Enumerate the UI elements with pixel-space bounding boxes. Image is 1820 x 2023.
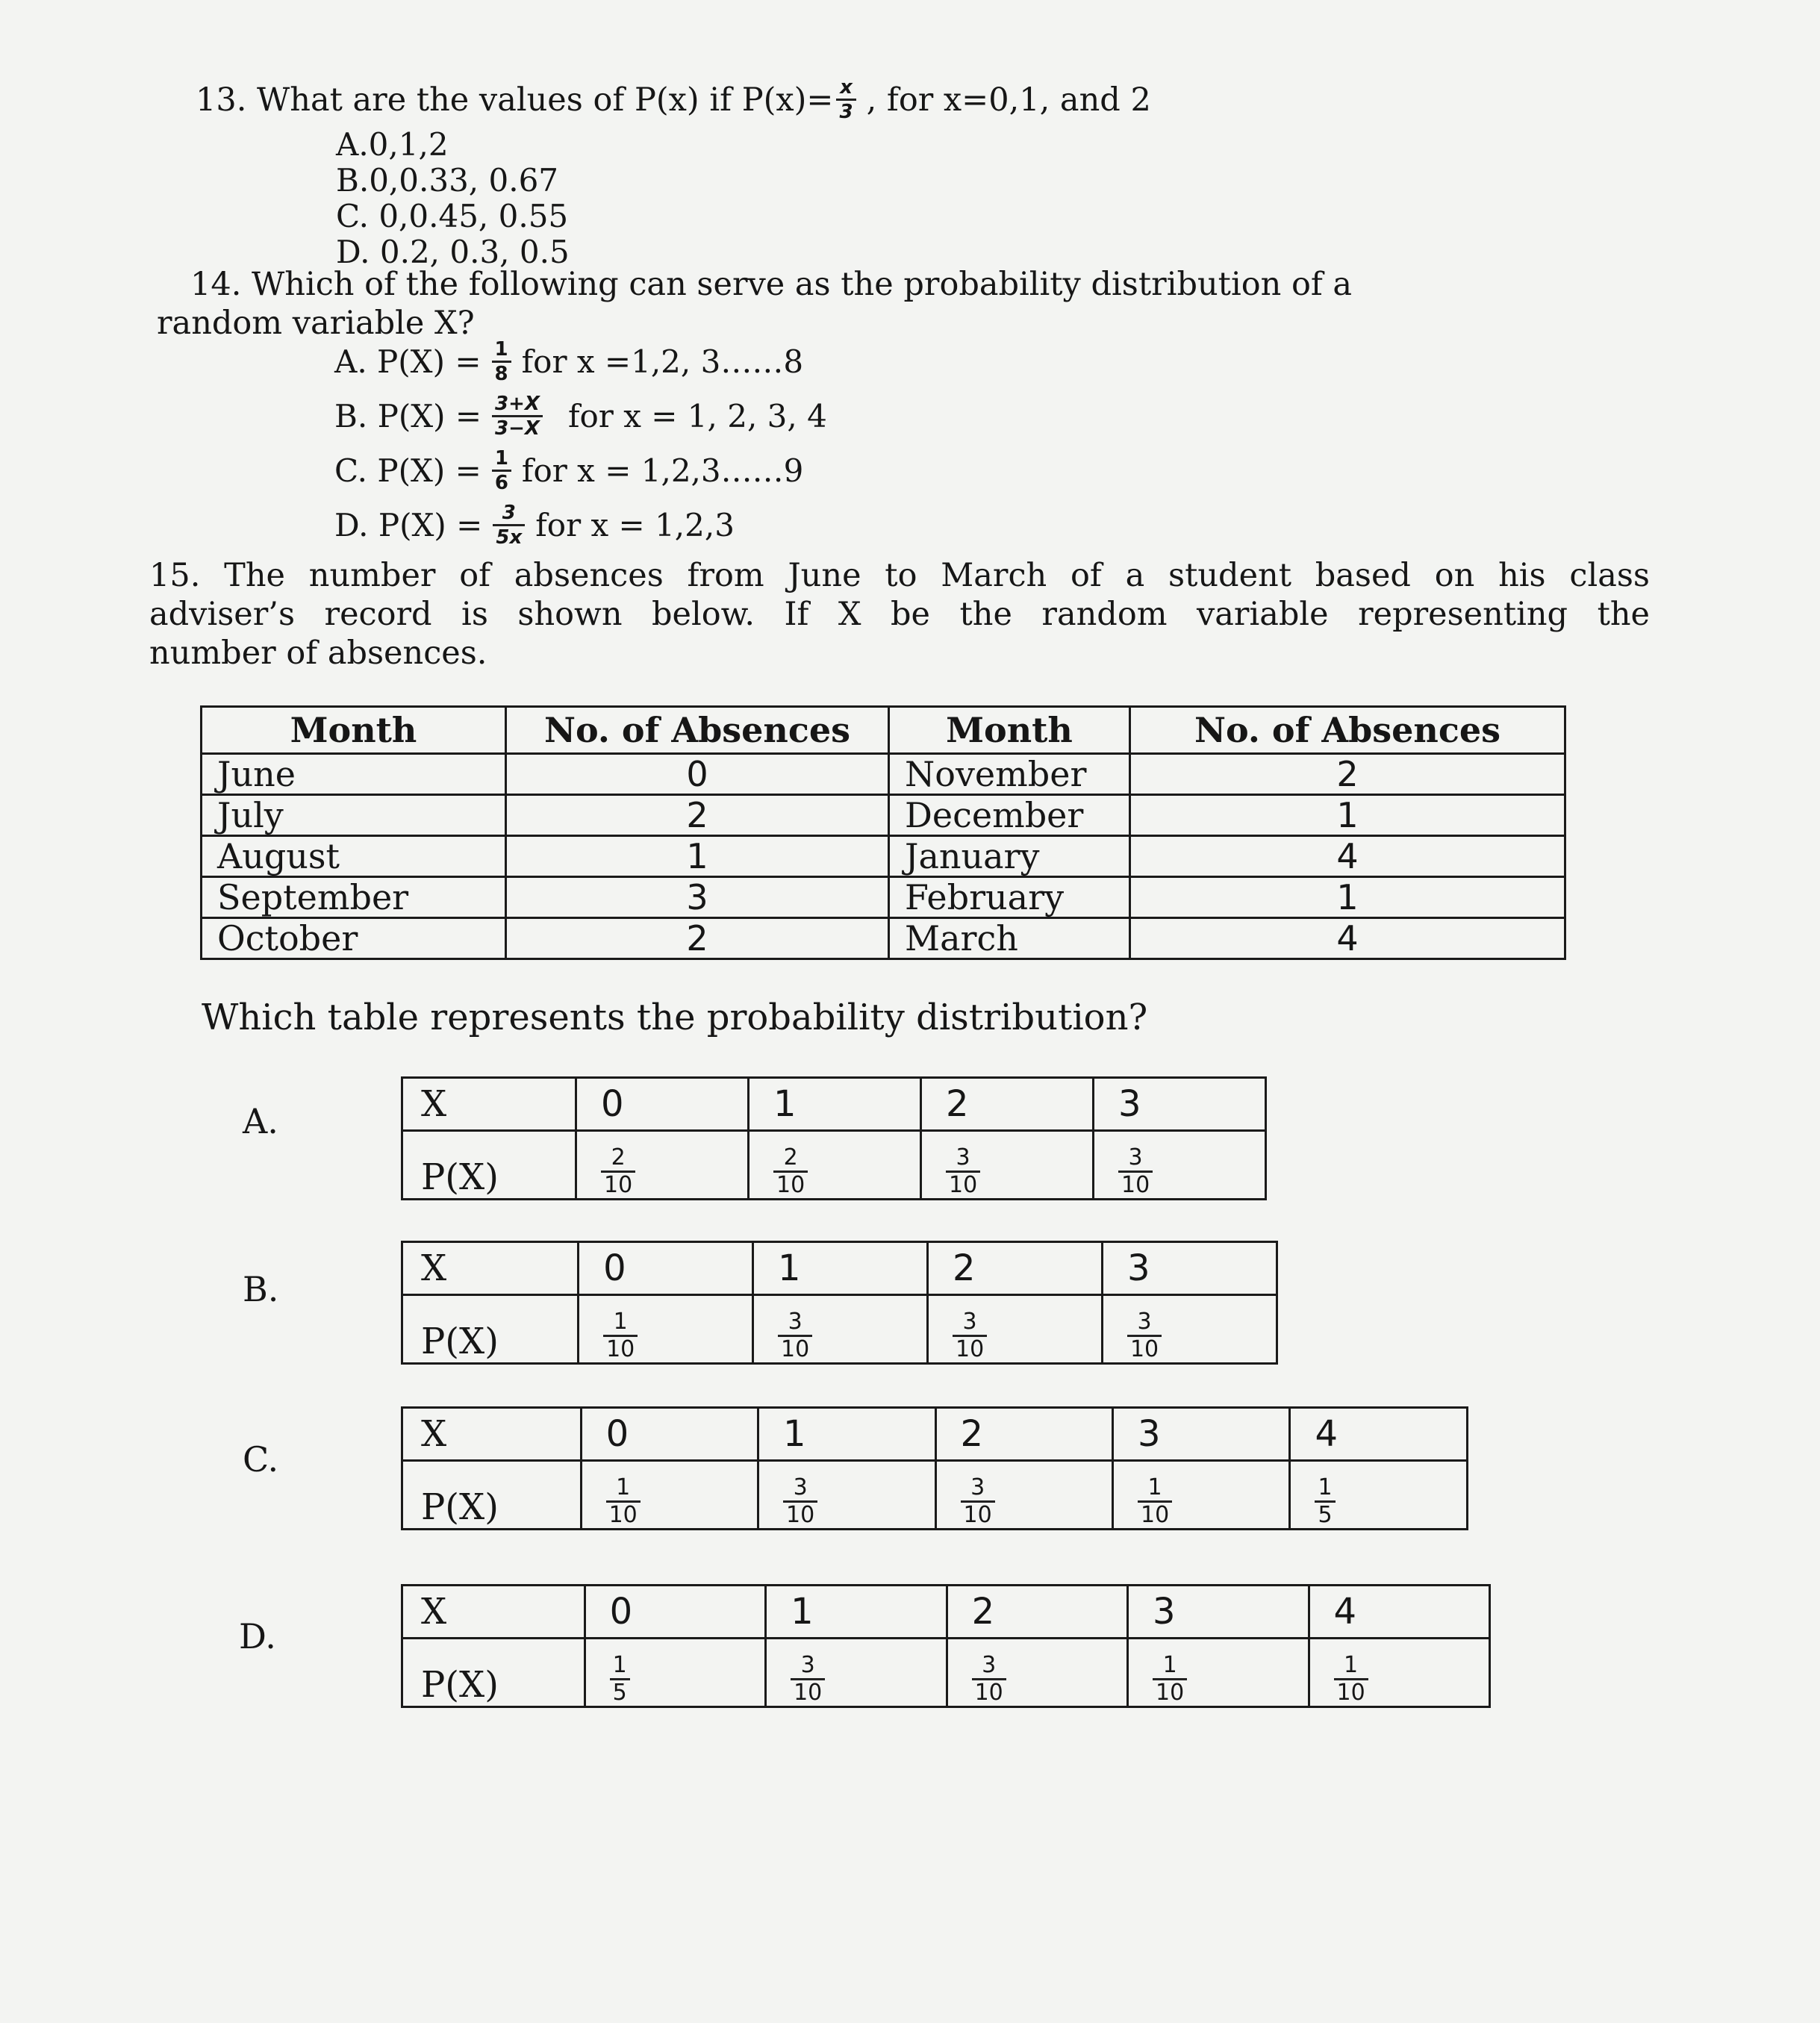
- q14-option-d-fraction: $\frac{3}{5x}$: [493, 503, 525, 547]
- p-label: P(X): [402, 1131, 576, 1200]
- absences-table: [200, 705, 1566, 960]
- q15-stem: [149, 556, 1650, 673]
- p-value: $\frac{2}{10}$: [749, 1131, 921, 1200]
- p-value: $\frac{3}{10}$: [935, 1461, 1112, 1530]
- x-value: 2: [935, 1408, 1112, 1461]
- q13-stem-pre: 13. What are the values of P(x) if P(x)=: [196, 81, 834, 119]
- x-value: 1: [758, 1408, 935, 1461]
- absences-cell: 0: [506, 754, 889, 795]
- header-month-1: Month: [202, 707, 506, 754]
- choice-a-letter: A.: [243, 1101, 278, 1141]
- header-absences-1: No. of Absences: [506, 707, 889, 754]
- p-value: $\frac{3}{10}$: [766, 1639, 947, 1707]
- month-cell: July: [202, 795, 506, 836]
- p-label: P(X): [402, 1295, 579, 1364]
- p-value: $\frac{1}{5}$: [585, 1639, 765, 1707]
- p-row: [402, 1131, 1266, 1200]
- p-row: [402, 1295, 1277, 1364]
- p-value: $\frac{1}{10}$: [1128, 1639, 1309, 1707]
- p-value: $\frac{1}{10}$: [1112, 1461, 1289, 1530]
- x-row: [402, 1408, 1468, 1461]
- month-cell: December: [889, 795, 1130, 836]
- p-value: $\frac{2}{10}$: [576, 1131, 749, 1200]
- x-value: 0: [576, 1078, 749, 1131]
- choice-b-table: [401, 1241, 1278, 1365]
- x-value: 2: [928, 1242, 1103, 1295]
- absences-cell: 4: [1130, 836, 1565, 877]
- absences-cell: 1: [1130, 795, 1565, 836]
- p-value: $\frac{3}{10}$: [947, 1639, 1127, 1707]
- x-value: 1: [766, 1586, 947, 1639]
- q15-subquestion: Which table represents the probability distribution?: [202, 997, 1148, 1038]
- choice-a-table: [401, 1076, 1267, 1200]
- x-label: X: [402, 1242, 579, 1295]
- q13-option-c: C. 0,0.45, 0.55: [336, 198, 569, 234]
- table-row: [202, 918, 1565, 959]
- absences-cell: 2: [506, 918, 889, 959]
- p-value: $\frac{3}{10}$: [1093, 1131, 1265, 1200]
- x-value: 0: [581, 1408, 758, 1461]
- absences-header-row: [202, 707, 1565, 754]
- q13-stem: [196, 78, 1151, 122]
- absences-cell: 3: [506, 877, 889, 918]
- absences-cell: 1: [1130, 877, 1565, 918]
- header-month-2: Month: [889, 707, 1130, 754]
- x-value: 4: [1290, 1408, 1468, 1461]
- x-value: 3: [1112, 1408, 1289, 1461]
- q13-fraction: $\frac{x}{3}$: [836, 78, 856, 122]
- month-cell: January: [889, 836, 1130, 877]
- p-label: P(X): [402, 1461, 582, 1530]
- q14-option-b-fraction: $\frac{3+X}{3-X}$: [492, 394, 543, 438]
- x-value: 0: [585, 1586, 765, 1639]
- x-row: [402, 1242, 1277, 1295]
- p-value: $\frac{3}{10}$: [753, 1295, 928, 1364]
- month-cell: February: [889, 877, 1130, 918]
- absences-cell: 4: [1130, 918, 1565, 959]
- q13-stem-post: , for x=0,1, and 2: [866, 81, 1151, 119]
- p-value: $\frac{3}{10}$: [928, 1295, 1103, 1364]
- p-value: $\frac{1}{5}$: [1290, 1461, 1468, 1530]
- x-label: X: [402, 1408, 582, 1461]
- choice-c-letter: C.: [243, 1439, 279, 1480]
- p-value: $\frac{3}{10}$: [758, 1461, 935, 1530]
- q14-option-c: C. P(X) = $\frac{1}{6}$ for x = 1,2,3……9: [334, 447, 804, 494]
- table-row: [202, 836, 1565, 877]
- x-value: 3: [1128, 1586, 1309, 1639]
- choice-c-table: [401, 1406, 1468, 1530]
- x-label: X: [402, 1078, 576, 1131]
- table-row: [202, 877, 1565, 918]
- header-absences-2: No. of Absences: [1130, 707, 1565, 754]
- choice-d-letter: D.: [239, 1616, 276, 1656]
- q15-line-3: number of absences.: [149, 635, 487, 672]
- p-label: P(X): [402, 1639, 585, 1707]
- choice-b-letter: B.: [243, 1269, 279, 1309]
- q15-line-1: 15. The number of absences from June to March of a student based on his class: [149, 557, 1650, 594]
- q14-option-a-fraction: $\frac{1}{8}$: [492, 340, 511, 384]
- x-value: 2: [947, 1586, 1127, 1639]
- table-row: [202, 795, 1565, 836]
- month-cell: September: [202, 877, 506, 918]
- absences-cell: 2: [506, 795, 889, 836]
- month-cell: March: [889, 918, 1130, 959]
- q14-option-d: D. P(X) = $\frac{3}{5x}$ for x = 1,2,3: [334, 502, 735, 549]
- x-value: 1: [749, 1078, 921, 1131]
- month-cell: October: [202, 918, 506, 959]
- x-value: 4: [1309, 1586, 1490, 1639]
- choice-d-table: [401, 1584, 1491, 1708]
- q14-option-a: A. P(X) = $\frac{1}{8}$ for x =1,2, 3……8: [334, 338, 804, 385]
- p-value: $\frac{3}{10}$: [1102, 1295, 1277, 1364]
- x-value: 3: [1102, 1242, 1277, 1295]
- x-value: 0: [579, 1242, 753, 1295]
- x-row: [402, 1078, 1266, 1131]
- month-cell: June: [202, 754, 506, 795]
- p-value: $\frac{1}{10}$: [579, 1295, 753, 1364]
- table-row: [202, 754, 1565, 795]
- month-cell: November: [889, 754, 1130, 795]
- q14-line-1: 14. Which of the following can serve as the probability distribution of a: [190, 266, 1353, 303]
- q13-option-b: B.0,0.33, 0.67: [336, 162, 559, 199]
- q14-option-b: B. P(X) = $\frac{3+X}{3-X}$ for x = 1, 2, 3, 4: [334, 393, 827, 440]
- p-value: $\frac{3}{10}$: [921, 1131, 1094, 1200]
- p-row: [402, 1461, 1468, 1530]
- q15-line-2: adviser’s record is shown below. If X be the random variable representing the: [149, 596, 1650, 633]
- q14-line-2: random variable X?: [157, 305, 475, 342]
- p-value: $\frac{1}{10}$: [1309, 1639, 1490, 1707]
- q13-option-d: D. 0.2, 0.3, 0.5: [336, 234, 570, 270]
- absences-cell: 1: [506, 836, 889, 877]
- x-value: 3: [1093, 1078, 1265, 1131]
- absences-cell: 2: [1130, 754, 1565, 795]
- month-cell: August: [202, 836, 506, 877]
- q14-option-c-fraction: $\frac{1}{6}$: [492, 449, 511, 493]
- q13-option-a: A.0,1,2: [336, 126, 449, 163]
- x-value: 1: [753, 1242, 928, 1295]
- x-value: 2: [921, 1078, 1094, 1131]
- p-value: $\frac{1}{10}$: [581, 1461, 758, 1530]
- p-row: [402, 1639, 1490, 1707]
- x-label: X: [402, 1586, 585, 1639]
- x-row: [402, 1586, 1490, 1639]
